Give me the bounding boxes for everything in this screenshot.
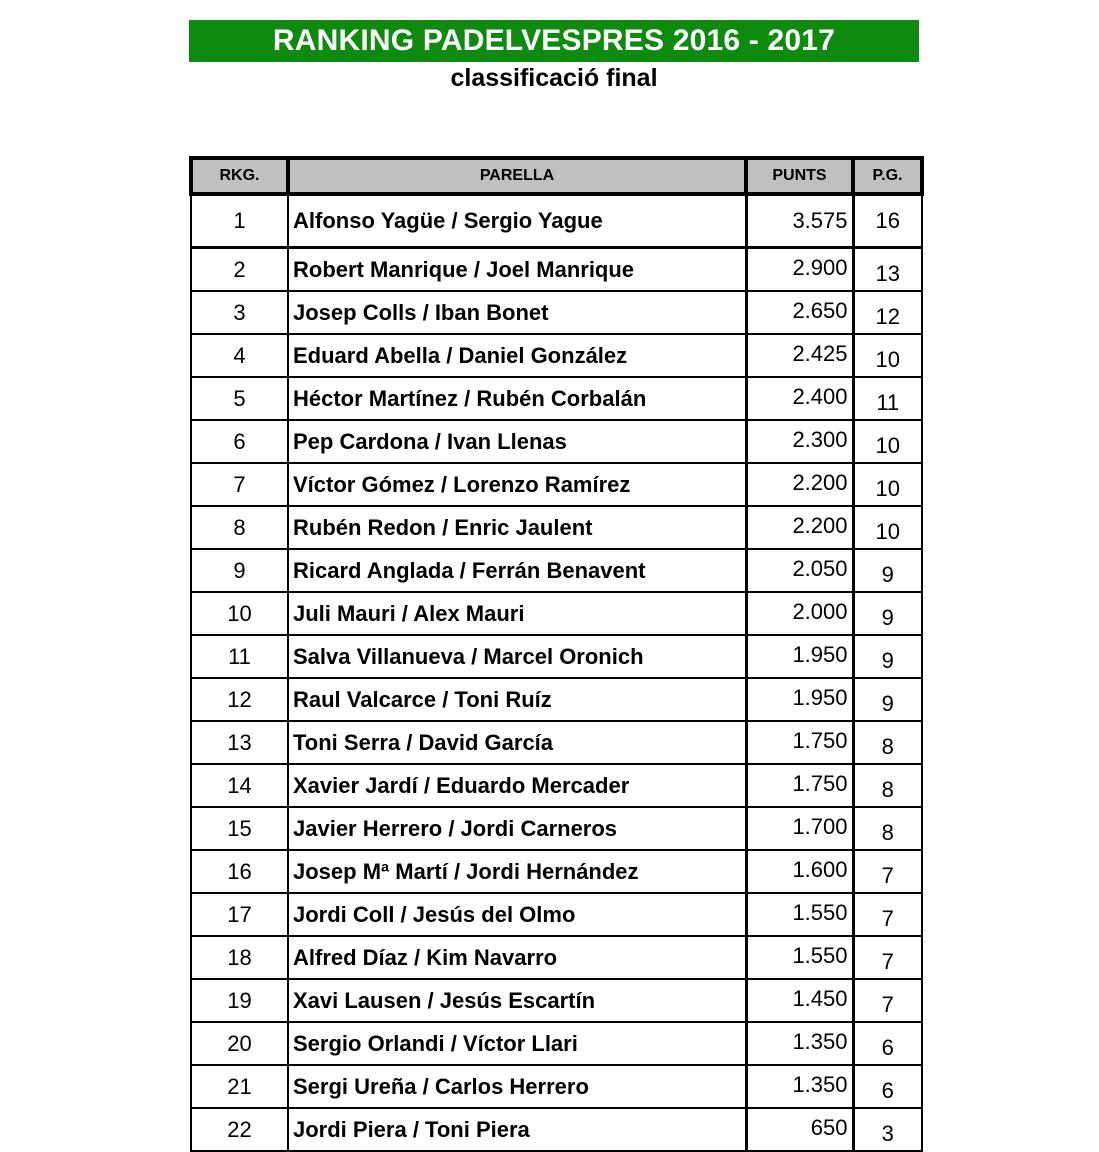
pg-cell: 11 — [853, 377, 922, 420]
pair-cell: Raul Valcarce / Toni Ruíz — [288, 678, 746, 721]
pg-cell: 10 — [853, 420, 922, 463]
pg-cell: 9 — [853, 549, 922, 592]
column-header-rank: RKG. — [191, 158, 288, 194]
table-header-row — [191, 158, 922, 194]
pair-cell: Víctor Gómez / Lorenzo Ramírez — [288, 463, 746, 506]
pair-cell: Ricard Anglada / Ferrán Benavent — [288, 549, 746, 592]
rank-cell: 7 — [191, 463, 288, 506]
points-cell: 2.650 — [746, 291, 853, 334]
rank-cell: 21 — [191, 1065, 288, 1108]
points-cell: 2.200 — [746, 506, 853, 549]
rank-cell: 8 — [191, 506, 288, 549]
points-cell: 1.450 — [746, 979, 853, 1022]
pair-cell: Héctor Martínez / Rubén Corbalán — [288, 377, 746, 420]
table-row — [191, 463, 922, 506]
table-row — [191, 678, 922, 721]
pair-cell: Eduard Abella / Daniel González — [288, 334, 746, 377]
pair-cell: Josep Mª Martí / Jordi Hernández — [288, 850, 746, 893]
rank-cell: 6 — [191, 420, 288, 463]
rank-cell: 16 — [191, 850, 288, 893]
pg-cell: 9 — [853, 678, 922, 721]
rank-cell: 15 — [191, 807, 288, 850]
pair-cell: Juli Mauri / Alex Mauri — [288, 592, 746, 635]
rank-cell: 9 — [191, 549, 288, 592]
pg-cell: 10 — [853, 506, 922, 549]
points-cell: 1.600 — [746, 850, 853, 893]
table-row — [191, 1108, 922, 1151]
pair-cell: Rubén Redon / Enric Jaulent — [288, 506, 746, 549]
pg-cell: 8 — [853, 807, 922, 850]
points-cell: 2.400 — [746, 377, 853, 420]
points-cell: 2.050 — [746, 549, 853, 592]
table-row — [191, 936, 922, 979]
points-cell: 1.700 — [746, 807, 853, 850]
table-row — [191, 764, 922, 807]
rank-cell: 22 — [191, 1108, 288, 1151]
table-row — [191, 420, 922, 463]
page-title: RANKING PADELVESPRES 2016 - 2017 — [189, 20, 919, 62]
pg-cell: 13 — [853, 248, 922, 292]
pg-cell: 12 — [853, 291, 922, 334]
pair-cell: Alfonso Yagüe / Sergio Yague — [288, 194, 746, 248]
pair-cell: Jordi Piera / Toni Piera — [288, 1108, 746, 1151]
column-header-pg: P.G. — [853, 158, 922, 194]
points-cell: 1.750 — [746, 721, 853, 764]
column-header-pair: PARELLA — [288, 158, 746, 194]
rank-cell: 2 — [191, 248, 288, 292]
points-cell: 2.900 — [746, 248, 853, 292]
pg-cell: 7 — [853, 850, 922, 893]
pair-cell: Xavi Lausen / Jesús Escartín — [288, 979, 746, 1022]
pg-cell: 8 — [853, 721, 922, 764]
points-cell: 2.300 — [746, 420, 853, 463]
page-subtitle: classificació final — [450, 64, 658, 92]
points-cell: 2.200 — [746, 463, 853, 506]
rank-cell: 20 — [191, 1022, 288, 1065]
table-row — [191, 1022, 922, 1065]
pg-cell: 8 — [853, 764, 922, 807]
pg-cell: 6 — [853, 1065, 922, 1108]
table-row — [191, 334, 922, 377]
column-header-points: PUNTS — [746, 158, 853, 194]
rank-cell: 19 — [191, 979, 288, 1022]
rank-cell: 3 — [191, 291, 288, 334]
rank-cell: 14 — [191, 764, 288, 807]
table-row — [191, 377, 922, 420]
rank-cell: 4 — [191, 334, 288, 377]
points-cell: 2.425 — [746, 334, 853, 377]
rank-cell: 1 — [191, 194, 288, 248]
pg-cell: 10 — [853, 334, 922, 377]
table-row — [191, 194, 922, 248]
rank-cell: 17 — [191, 893, 288, 936]
pair-cell: Xavier Jardí / Eduardo Mercader — [288, 764, 746, 807]
pg-cell: 10 — [853, 463, 922, 506]
table-row — [191, 592, 922, 635]
points-cell: 1.950 — [746, 678, 853, 721]
pair-cell: Pep Cardona / Ivan Llenas — [288, 420, 746, 463]
points-cell: 1.950 — [746, 635, 853, 678]
rank-cell: 11 — [191, 635, 288, 678]
rank-cell: 5 — [191, 377, 288, 420]
table-row — [191, 291, 922, 334]
points-cell: 2.000 — [746, 592, 853, 635]
points-cell: 1.550 — [746, 936, 853, 979]
pg-cell: 6 — [853, 1022, 922, 1065]
table-row — [191, 549, 922, 592]
pair-cell: Sergi Ureña / Carlos Herrero — [288, 1065, 746, 1108]
pair-cell: Javier Herrero / Jordi Carneros — [288, 807, 746, 850]
pair-cell: Robert Manrique / Joel Manrique — [288, 248, 746, 292]
pg-cell: 9 — [853, 592, 922, 635]
table-row — [191, 807, 922, 850]
pair-cell: Sergio Orlandi / Víctor Llari — [288, 1022, 746, 1065]
table-row — [191, 635, 922, 678]
points-cell: 1.550 — [746, 893, 853, 936]
table-body — [191, 194, 922, 1151]
pair-cell: Josep Colls / Iban Bonet — [288, 291, 746, 334]
pg-cell: 7 — [853, 979, 922, 1022]
pair-cell: Salva Villanueva / Marcel Oronich — [288, 635, 746, 678]
pair-cell: Jordi Coll / Jesús del Olmo — [288, 893, 746, 936]
points-cell: 1.350 — [746, 1065, 853, 1108]
pg-cell: 7 — [853, 936, 922, 979]
rank-cell: 18 — [191, 936, 288, 979]
pg-cell: 9 — [853, 635, 922, 678]
pair-cell: Toni Serra / David García — [288, 721, 746, 764]
table-row — [191, 850, 922, 893]
table-row — [191, 979, 922, 1022]
table-row — [191, 1065, 922, 1108]
rank-cell: 13 — [191, 721, 288, 764]
points-cell: 650 — [746, 1108, 853, 1151]
table-row — [191, 721, 922, 764]
table-row — [191, 248, 922, 292]
pg-cell: 7 — [853, 893, 922, 936]
points-cell: 3.575 — [746, 194, 853, 248]
table-row — [191, 506, 922, 549]
points-cell: 1.750 — [746, 764, 853, 807]
table-row — [191, 893, 922, 936]
ranking-table — [189, 156, 924, 1152]
pair-cell: Alfred Díaz / Kim Navarro — [288, 936, 746, 979]
rank-cell: 10 — [191, 592, 288, 635]
rank-cell: 12 — [191, 678, 288, 721]
points-cell: 1.350 — [746, 1022, 853, 1065]
pg-cell: 16 — [853, 194, 922, 248]
pg-cell: 3 — [853, 1108, 922, 1151]
